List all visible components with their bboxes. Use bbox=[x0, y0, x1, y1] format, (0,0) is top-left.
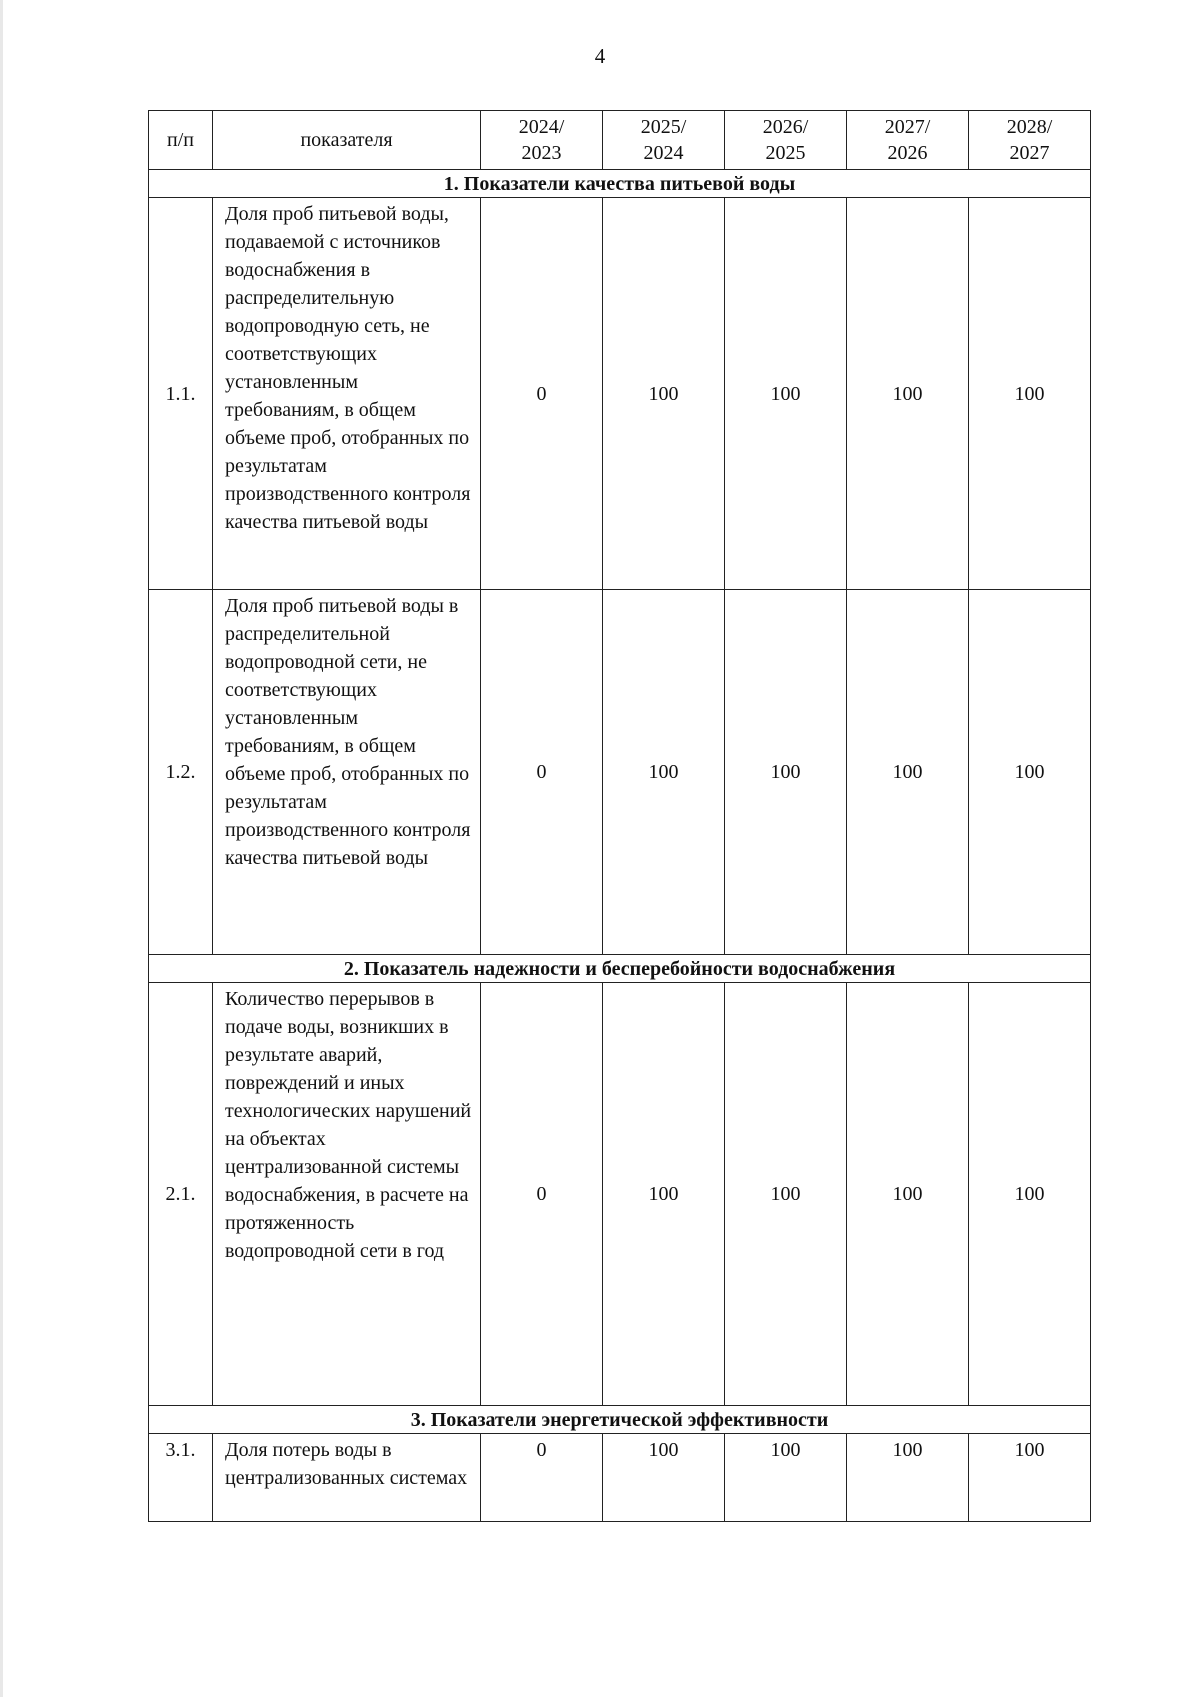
page-number: 4 bbox=[594, 44, 606, 68]
row-value: 100 bbox=[725, 1434, 847, 1522]
row-value: 100 bbox=[969, 198, 1091, 590]
table-row bbox=[149, 983, 1091, 1406]
table-row bbox=[149, 590, 1091, 955]
section-row bbox=[149, 955, 1091, 983]
row-value: 100 bbox=[725, 983, 847, 1406]
row-number: 2.1. bbox=[149, 983, 213, 1406]
section-row bbox=[149, 170, 1091, 198]
header-name-cell: показателя bbox=[213, 111, 481, 170]
header-year-cell: 2024/ 2023 bbox=[481, 111, 603, 170]
section-title: 2. Показатель надежности и бесперебойности водоснабжения bbox=[149, 955, 1091, 983]
row-value: 100 bbox=[969, 1434, 1091, 1522]
row-value: 100 bbox=[969, 983, 1091, 1406]
row-number: 1.2. bbox=[149, 590, 213, 955]
row-value: 0 bbox=[481, 1434, 603, 1522]
row-value: 100 bbox=[847, 590, 969, 955]
table-row bbox=[149, 1434, 1091, 1522]
table-header-row bbox=[149, 111, 1091, 170]
row-value: 0 bbox=[481, 198, 603, 590]
header-year-cell: 2027/ 2026 bbox=[847, 111, 969, 170]
table-row bbox=[149, 198, 1091, 590]
row-indicator-name: Доля проб питьевой воды в распределительной водопроводной сети, не соответствующих установленным требованиям, в общем объеме проб, отобранных по результатам производственного контроля качества питьевой воды bbox=[213, 590, 481, 955]
row-value: 100 bbox=[847, 983, 969, 1406]
row-number: 1.1. bbox=[149, 198, 213, 590]
scan-edge bbox=[0, 0, 3, 1697]
row-number: 3.1. bbox=[149, 1434, 213, 1522]
section-row bbox=[149, 1406, 1091, 1434]
row-value: 100 bbox=[725, 590, 847, 955]
section-title: 3. Показатели энергетической эффективности bbox=[149, 1406, 1091, 1434]
row-value: 100 bbox=[603, 983, 725, 1406]
header-num-cell: п/п bbox=[149, 111, 213, 170]
header-year-cell: 2028/ 2027 bbox=[969, 111, 1091, 170]
row-value: 100 bbox=[969, 590, 1091, 955]
row-value: 100 bbox=[603, 198, 725, 590]
row-indicator-name: Доля проб питьевой воды, подаваемой с источников водоснабжения в распределительную водопроводную сеть, не соответствующих установленным требованиям, в общем объеме проб, отобранных по результатам производственного контроля качества питьевой воды bbox=[213, 198, 481, 590]
row-value: 100 bbox=[725, 198, 847, 590]
row-value: 0 bbox=[481, 590, 603, 955]
header-year-cell: 2025/ 2024 bbox=[603, 111, 725, 170]
row-indicator-name: Количество перерывов в подаче воды, возникших в результате аварий, повреждений и иных технологических нарушений на объектах централизованной системы водоснабжения, в расчете на протяженность водопроводной сети в год bbox=[213, 983, 481, 1406]
row-value: 100 bbox=[847, 1434, 969, 1522]
row-indicator-name: Доля потерь воды в централизованных системах bbox=[213, 1434, 481, 1522]
indicator-table-wrap bbox=[148, 110, 1091, 1522]
row-value: 0 bbox=[481, 983, 603, 1406]
section-title: 1. Показатели качества питьевой воды bbox=[149, 170, 1091, 198]
indicator-table bbox=[148, 110, 1091, 1522]
row-value: 100 bbox=[847, 198, 969, 590]
row-value: 100 bbox=[603, 1434, 725, 1522]
header-year-cell: 2026/ 2025 bbox=[725, 111, 847, 170]
row-value: 100 bbox=[603, 590, 725, 955]
